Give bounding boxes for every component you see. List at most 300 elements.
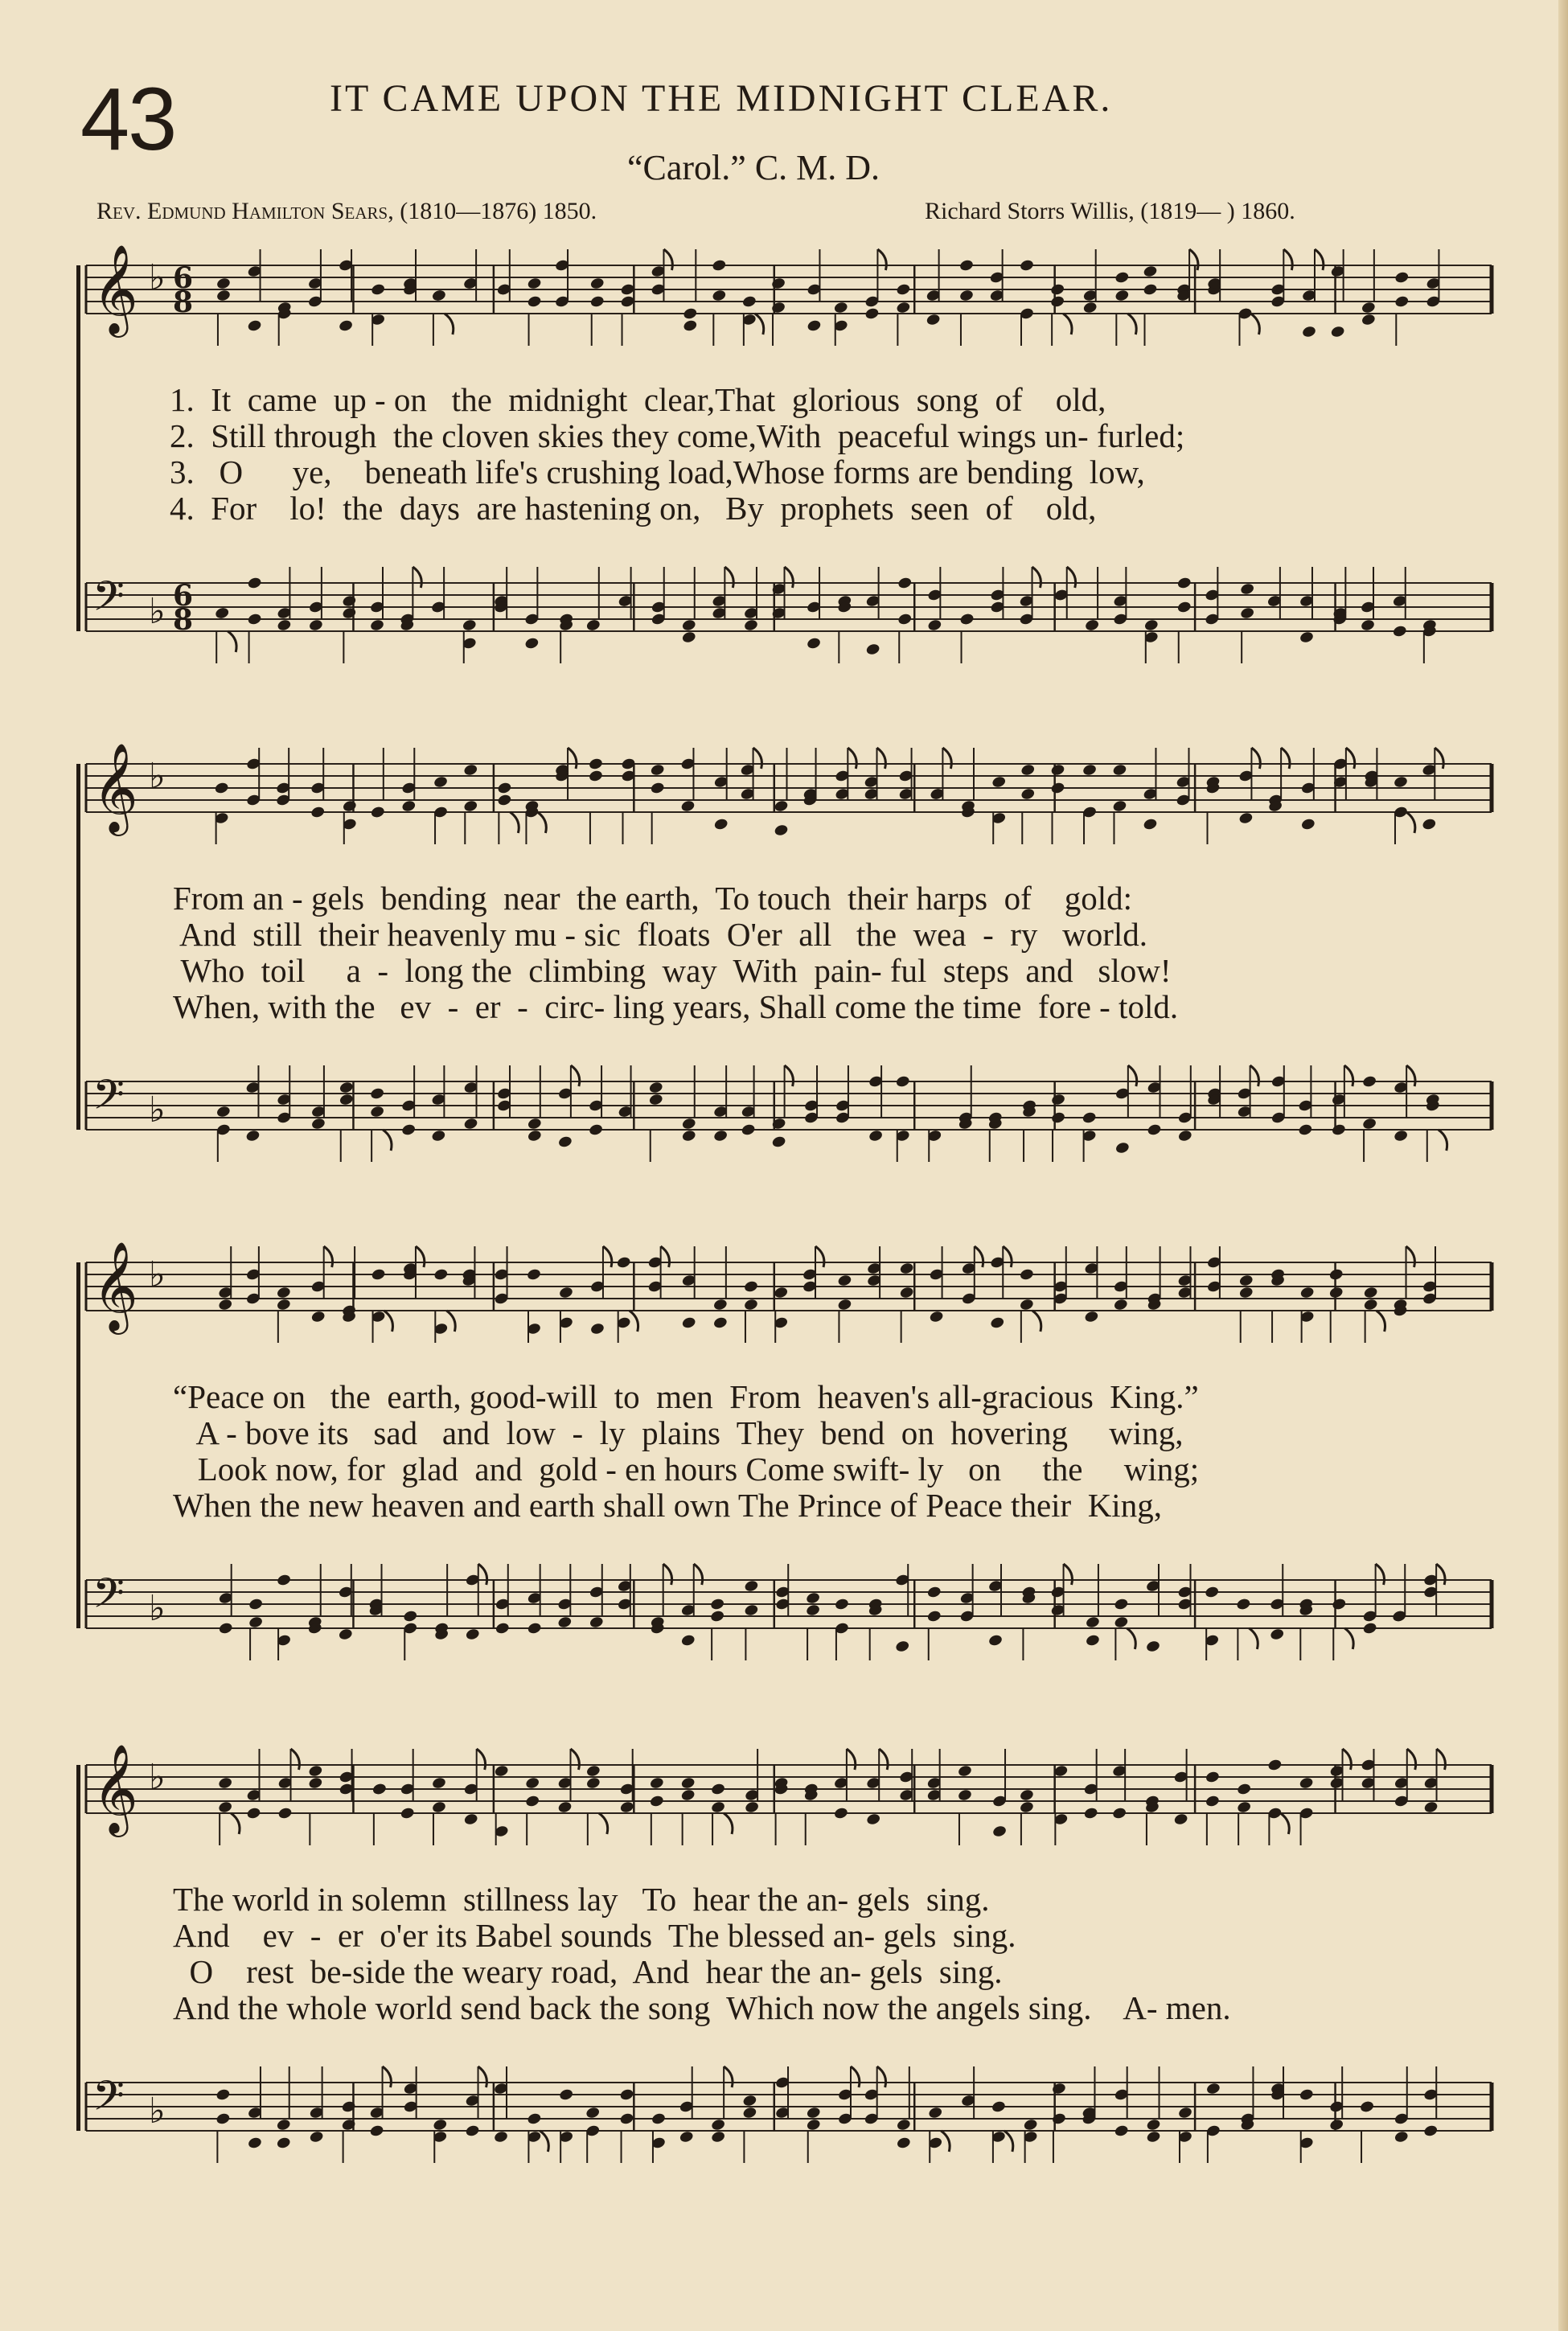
note-head — [1423, 1800, 1439, 1814]
note-head — [806, 2118, 821, 2132]
note-head — [248, 1615, 264, 1629]
verse-lyrics — [173, 880, 1178, 1025]
note-head — [1301, 325, 1316, 339]
note-head — [431, 1800, 446, 1814]
note-head — [1238, 811, 1254, 825]
note-head — [1085, 618, 1100, 632]
note-head — [557, 1135, 573, 1149]
note-head — [1362, 1622, 1377, 1635]
note-head — [1177, 1129, 1192, 1143]
note-head — [245, 1129, 261, 1143]
note-head — [1267, 1759, 1283, 1772]
treble-clef: 𝄞 — [92, 244, 138, 334]
lyric-line-verse-2: And ev - er o'er its Babel sounds The blessed an- gels sing. — [173, 1917, 1016, 1954]
note-head — [806, 637, 821, 650]
hymn-title: IT CAME UPON THE MIDNIGHT CLEAR. — [330, 77, 1113, 120]
note-head — [1173, 1812, 1188, 1826]
note-head — [1299, 1776, 1314, 1790]
verse-lyrics — [173, 1379, 1199, 1524]
note-head — [525, 1776, 540, 1790]
note-head — [1361, 301, 1376, 314]
lyric-line-verse-3: O rest be-side the weary road, And hear the an- gels sing. — [173, 1953, 1003, 1990]
note-head — [1050, 763, 1065, 777]
note-head — [958, 259, 974, 273]
note-head — [743, 1280, 758, 1294]
note-head — [524, 637, 540, 650]
music-system-1 — [76, 241, 1500, 724]
note-head — [959, 613, 975, 626]
treble-clef: 𝄞 — [92, 1241, 138, 1331]
note-head — [957, 1764, 972, 1778]
note-head — [310, 1117, 326, 1131]
lyric-line-verse-3: 3. O ye, beneath life's crushing load,Whose forms are bending low, — [170, 453, 1145, 490]
note-head — [371, 283, 386, 297]
bass-clef: 𝄢 — [92, 1070, 125, 1129]
note-head — [1176, 577, 1192, 590]
note-head — [218, 1622, 233, 1635]
note-head — [806, 1591, 821, 1605]
note-head — [1082, 301, 1098, 314]
note-head — [431, 1129, 446, 1143]
note-head — [1019, 1800, 1034, 1814]
note-head — [497, 782, 512, 795]
note-head — [1023, 2118, 1038, 2132]
note-head — [215, 606, 230, 620]
note-head — [1236, 1598, 1251, 1611]
note-head — [897, 577, 913, 590]
note-head — [589, 1322, 605, 1336]
note-head — [1359, 2100, 1374, 2114]
note-head — [277, 1574, 292, 1587]
note-head — [806, 1603, 821, 1617]
note-head — [308, 1776, 323, 1790]
note-head — [741, 1123, 756, 1137]
key-signature-flat: ♭ — [149, 1757, 166, 1798]
note-head — [589, 1615, 604, 1629]
note-head — [342, 606, 357, 620]
note-head — [218, 1298, 233, 1311]
note-head — [680, 1788, 696, 1802]
note-head — [1363, 1286, 1378, 1299]
lyric-line-verse-2: A - bove its sad and low - ly plains They bend on hovering wing, — [173, 1414, 1184, 1451]
note-head — [680, 1634, 696, 1648]
note-head — [958, 289, 974, 302]
bass-clef: 𝄢 — [92, 1569, 125, 1627]
note-head — [308, 1764, 323, 1778]
note-head — [1394, 295, 1410, 309]
note-head — [1298, 1123, 1313, 1137]
note-head — [277, 618, 292, 632]
bass-clef: 𝄢 — [92, 572, 125, 630]
note-head — [1394, 1129, 1409, 1143]
note-head — [770, 277, 786, 290]
note-head — [683, 319, 698, 333]
note-head — [1082, 763, 1097, 777]
note-head — [710, 1800, 725, 1814]
note-head — [774, 799, 789, 813]
note-head — [370, 806, 385, 819]
lyric-line-verse-4: And the whole world send back the song Which now the angels sing. A- men. — [173, 1989, 1231, 2026]
key-signature-flat: ♭ — [149, 1090, 166, 1131]
note-head — [1143, 283, 1158, 297]
time-signature-digit: 6 — [173, 261, 194, 295]
note-head — [308, 618, 323, 632]
key-signature-flat: ♭ — [149, 1254, 166, 1295]
note-head — [926, 313, 941, 326]
note-head — [1394, 271, 1410, 285]
lyric-line-verse-3: Look now, for glad and gold - en hours Come swift- ly on the wing; — [173, 1451, 1200, 1488]
note-head — [1422, 818, 1437, 831]
key-signature-flat: ♭ — [149, 257, 166, 298]
note-head — [1050, 283, 1065, 297]
note-head — [710, 1598, 725, 1611]
note-head — [248, 1598, 264, 1611]
note-head — [1085, 1634, 1100, 1648]
note-head — [310, 806, 326, 819]
lyric-line-verse-2: 2. Still through the cloven skies they come,With peaceful wings un- furled; — [170, 417, 1185, 454]
note-head — [1237, 1783, 1252, 1796]
note-head — [1332, 1598, 1347, 1611]
note-head — [339, 1081, 354, 1094]
note-head — [1331, 1123, 1346, 1137]
note-head — [370, 1105, 385, 1118]
note-head — [833, 301, 848, 314]
note-head — [494, 1764, 509, 1778]
lyric-line-verse-1: “Peace on the earth, good-will to men From heaven's all-gracious King.” — [173, 1378, 1199, 1415]
note-head — [651, 2112, 666, 2126]
key-signature-flat: ♭ — [149, 2091, 166, 2132]
note-head — [1050, 1111, 1065, 1125]
note-head — [1146, 2118, 1161, 2132]
note-head — [1299, 1286, 1315, 1299]
note-head — [246, 1807, 261, 1820]
note-head — [215, 1105, 231, 1118]
note-head — [899, 1262, 914, 1275]
music-system-3 — [76, 1238, 1500, 1721]
note-head — [309, 2130, 324, 2144]
note-head — [1362, 1117, 1377, 1131]
note-head — [527, 277, 542, 290]
note-head — [342, 594, 357, 608]
note-head — [1112, 1807, 1127, 1820]
note-head — [865, 642, 880, 656]
note-head — [371, 1783, 387, 1796]
note-head — [557, 1800, 573, 1814]
note-head — [710, 1610, 725, 1623]
note-head — [433, 1268, 449, 1282]
note-head — [649, 1776, 664, 1790]
tune-name-meter: “Carol.” C. M. D. — [627, 148, 880, 187]
note-head — [1050, 295, 1065, 309]
note-head — [896, 2136, 911, 2150]
note-head — [896, 283, 911, 297]
note-head — [806, 2106, 821, 2120]
music-system-2 — [76, 740, 1500, 1222]
note-head — [868, 1129, 884, 1143]
note-head — [585, 618, 601, 632]
note-head — [342, 799, 357, 813]
note-head — [1051, 2112, 1066, 2126]
note-head — [866, 1812, 881, 1826]
note-head — [771, 1135, 786, 1149]
note-head — [463, 1812, 478, 1826]
note-head — [1423, 2124, 1439, 2138]
note-head — [680, 1776, 696, 1790]
lyric-line-verse-4: When the new heaven and earth shall own The Prince of Peace their King, — [173, 1487, 1162, 1524]
note-head — [1145, 1639, 1160, 1653]
lyric-line-verse-4: When, with the ev - er - circ- ling years, Shall come the time fore - told. — [173, 988, 1179, 1025]
note-head — [681, 1316, 696, 1330]
note-head — [585, 1764, 601, 1778]
hymn-number: 43 — [80, 70, 176, 169]
note-head — [1019, 1268, 1034, 1282]
note-head — [277, 1807, 293, 1820]
note-head — [1360, 618, 1375, 632]
note-head — [400, 1807, 415, 1820]
note-head — [770, 301, 786, 314]
lyric-line-verse-2: And still their heavenly mu - sic floats O'er all the wea - ry world. — [173, 916, 1148, 953]
note-head — [527, 1117, 542, 1131]
note-head — [310, 1310, 326, 1323]
time-signature-digit: 8 — [173, 603, 194, 637]
note-head — [526, 1268, 541, 1282]
note-head — [247, 577, 262, 590]
note-head — [899, 1286, 914, 1299]
note-head — [807, 319, 822, 333]
note-head — [681, 1117, 696, 1131]
note-head — [1205, 2082, 1221, 2095]
note-head — [247, 319, 262, 333]
note-head — [1113, 1298, 1128, 1311]
note-head — [896, 2118, 911, 2132]
note-head — [711, 2130, 726, 2144]
note-head — [648, 1093, 663, 1106]
note-head — [401, 799, 417, 813]
note-head — [895, 1639, 910, 1653]
note-head — [991, 1824, 1007, 1838]
note-head — [589, 277, 605, 290]
note-head — [987, 1634, 1003, 1648]
note-head — [743, 1298, 758, 1311]
note-head — [619, 2112, 634, 2126]
note-head — [1238, 1274, 1254, 1287]
note-head — [712, 289, 727, 302]
note-head — [1330, 325, 1345, 339]
note-head — [957, 1788, 972, 1802]
treble-clef: 𝄞 — [92, 1743, 138, 1833]
note-head — [1146, 2130, 1161, 2144]
lyric-line-verse-3: Who toil a - long the climbing way With pain- ful steps and slow! — [173, 952, 1172, 989]
note-head — [1114, 1141, 1130, 1155]
note-head — [834, 1598, 849, 1611]
note-head — [926, 1586, 942, 1599]
note-head — [929, 1310, 944, 1323]
note-head — [680, 799, 696, 813]
note-head — [463, 799, 478, 813]
note-head — [215, 289, 231, 302]
note-head — [1329, 2118, 1344, 2132]
key-signature-flat: ♭ — [149, 756, 166, 797]
note-head — [1299, 630, 1314, 644]
note-head — [588, 757, 603, 771]
note-head — [465, 1627, 480, 1641]
note-head — [833, 1807, 848, 1820]
note-head — [1205, 1586, 1220, 1599]
note-head — [338, 1627, 353, 1641]
note-head — [1363, 1298, 1378, 1311]
note-head — [650, 782, 665, 795]
note-head — [990, 1316, 1005, 1330]
note-head — [585, 1776, 601, 1790]
note-head — [1020, 763, 1036, 777]
note-head — [650, 763, 665, 777]
note-head — [1114, 1598, 1129, 1611]
note-head — [1019, 259, 1034, 273]
note-head — [897, 613, 913, 626]
note-head — [683, 307, 698, 321]
note-head — [495, 1622, 510, 1635]
note-head — [431, 1776, 446, 1790]
note-head — [713, 1129, 729, 1143]
note-head — [369, 618, 384, 632]
note-head — [712, 1298, 728, 1311]
note-head — [276, 2136, 291, 2150]
note-head — [276, 1298, 291, 1311]
note-head — [218, 1800, 233, 1814]
lyric-line-verse-4: 4. For lo! the days are hastening on, By prophets seen of old, — [170, 490, 1097, 527]
note-head — [742, 2094, 757, 2107]
note-head — [743, 618, 758, 632]
note-head — [527, 295, 542, 309]
note-head — [588, 769, 603, 783]
note-head — [896, 301, 911, 314]
note-head — [1085, 1615, 1100, 1629]
note-head — [339, 1093, 354, 1106]
note-head — [926, 1610, 942, 1623]
note-head — [433, 775, 448, 789]
note-head — [371, 1268, 386, 1282]
note-head — [559, 2088, 574, 2102]
note-head — [370, 1087, 385, 1101]
note-head — [214, 782, 229, 795]
note-head — [1393, 775, 1408, 789]
note-head — [619, 2088, 634, 2102]
note-head — [1176, 601, 1192, 614]
note-head — [527, 2112, 542, 2126]
note-head — [215, 2112, 231, 2126]
note-head — [1084, 1310, 1099, 1323]
key-signature-flat: ♭ — [149, 1588, 166, 1629]
note-head — [742, 2106, 757, 2120]
note-head — [928, 2106, 943, 2120]
note-head — [1020, 787, 1036, 801]
note-head — [713, 818, 729, 831]
bass-clef: 𝄢 — [92, 2071, 125, 2130]
note-head — [1328, 1286, 1344, 1299]
note-head — [710, 1783, 725, 1796]
note-head — [1361, 313, 1376, 326]
note-head — [774, 823, 789, 837]
note-head — [679, 2130, 694, 2144]
note-head — [1114, 2124, 1129, 2138]
note-head — [648, 1081, 663, 1094]
note-head — [215, 2088, 231, 2102]
note-head — [558, 1286, 573, 1299]
note-head — [1240, 582, 1255, 596]
note-head — [837, 1298, 852, 1311]
note-head — [403, 1610, 418, 1623]
note-head — [276, 1286, 291, 1299]
lyric-line-verse-1: 1. It came up - on the midnight clear,That glorious song of old, — [170, 381, 1106, 418]
note-head — [589, 295, 605, 309]
note-head — [711, 2118, 726, 2132]
note-head — [1177, 2106, 1192, 2120]
note-head — [1112, 763, 1127, 777]
note-head — [493, 2130, 508, 2144]
page-edge — [1558, 0, 1568, 2331]
note-head — [1114, 1615, 1129, 1629]
verse-lyrics — [170, 382, 1184, 527]
music-system-4 — [76, 1741, 1500, 2223]
note-head — [1143, 618, 1159, 632]
note-head — [681, 618, 696, 632]
note-head — [1392, 625, 1407, 638]
note-head — [1147, 1123, 1162, 1137]
note-head — [463, 1117, 478, 1131]
note-head — [1237, 1800, 1252, 1814]
note-head — [433, 2118, 448, 2132]
note-head — [741, 295, 757, 309]
lyric-line-verse-1: The world in solemn stillness lay To hear the an- gels sing. — [173, 1881, 990, 1918]
note-head — [247, 613, 262, 626]
time-signature-digit: 6 — [173, 579, 194, 613]
note-head — [744, 1603, 759, 1617]
note-head — [1362, 1075, 1377, 1089]
note-head — [619, 1800, 634, 1814]
note-head — [497, 794, 512, 807]
note-head — [649, 1795, 664, 1808]
note-head — [218, 1776, 233, 1790]
note-head — [557, 1615, 573, 1629]
note-head — [1300, 818, 1316, 831]
note-head — [1328, 1268, 1344, 1282]
note-head — [1299, 2088, 1314, 2102]
note-head — [1114, 289, 1130, 302]
note-head — [1019, 1788, 1034, 1802]
treble-clef: 𝄞 — [92, 742, 138, 832]
note-head — [588, 1123, 603, 1137]
note-head — [401, 1123, 417, 1137]
note-head — [1205, 1771, 1220, 1784]
note-head — [585, 2106, 601, 2120]
note-head — [1050, 1093, 1065, 1106]
note-head — [837, 1274, 852, 1287]
note-head — [1143, 818, 1158, 831]
note-head — [462, 618, 477, 632]
note-head — [1083, 1807, 1098, 1820]
note-head — [927, 618, 942, 632]
note-head — [1050, 782, 1065, 795]
note-head — [712, 1316, 728, 1330]
note-head — [247, 2136, 262, 2150]
note-head — [1051, 2082, 1066, 2095]
note-head — [463, 763, 478, 777]
note-head — [991, 775, 1007, 789]
note-head — [1143, 265, 1158, 278]
note-head — [895, 1075, 910, 1089]
key-signature-flat: ♭ — [149, 591, 166, 632]
note-head — [744, 1579, 759, 1593]
